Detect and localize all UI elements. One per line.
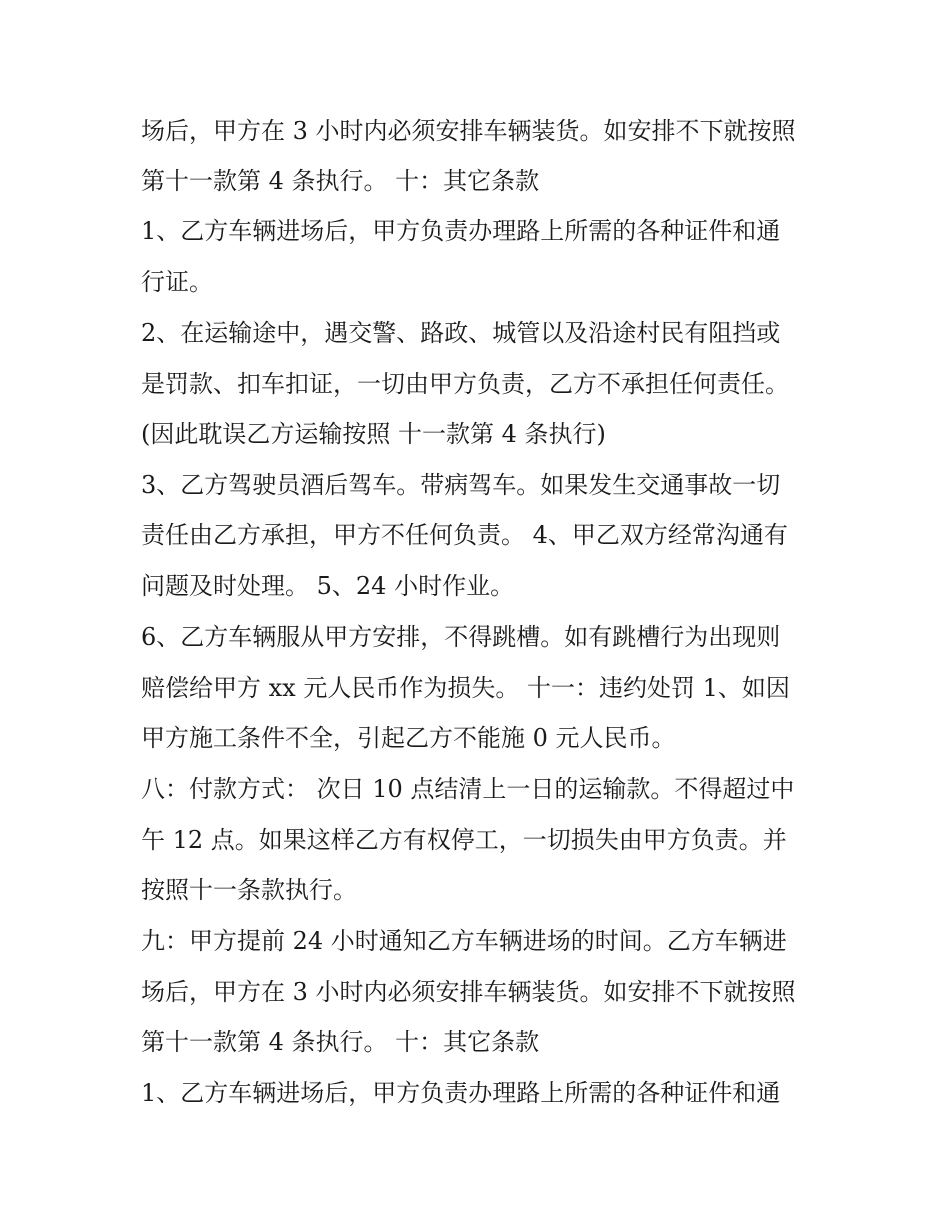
text-line: 甲方施工条件不全，引起乙方不能施 0 元人民币。 bbox=[141, 724, 676, 752]
text-line: 第十一款第 4 条执行。 十：其它条款 bbox=[141, 1028, 540, 1056]
text-line: 第十一款第 4 条执行。 十：其它条款 bbox=[141, 167, 540, 195]
text-line: 行证。 bbox=[141, 268, 213, 296]
text-line: 1、乙方车辆进场后，甲方负责办理路上所需的各种证件和通 bbox=[141, 217, 781, 245]
text-line: 场后，甲方在 3 小时内必须安排车辆装货。如安排不下就按照 bbox=[141, 978, 796, 1006]
text-line: 九：甲方提前 24 小时通知乙方车辆进场的时间。乙方车辆进 bbox=[141, 927, 787, 955]
text-line: 八：付款方式： 次日 10 点结清上一日的运输款。不得超过中 bbox=[141, 775, 795, 803]
text-line: 3、乙方驾驶员酒后驾车。带病驾车。如果发生交通事故一切 bbox=[141, 471, 781, 499]
text-line: 午 12 点。如果这样乙方有权停工，一切损失由甲方负责。并 bbox=[141, 826, 787, 854]
text-line: 场后，甲方在 3 小时内必须安排车辆装货。如安排不下就按照 bbox=[141, 117, 796, 145]
text-line: 是罚款、扣车扣证，一切由甲方负责，乙方不承担任何责任。 bbox=[141, 370, 789, 398]
text-line: 1、乙方车辆进场后，甲方负责办理路上所需的各种证件和通 bbox=[141, 1079, 781, 1107]
text-line: 6、乙方车辆服从甲方安排，不得跳槽。如有跳槽行为出现则 bbox=[141, 623, 781, 651]
text-line: 责任由乙方承担，甲方不任何负责。 4、甲乙双方经常沟通有 bbox=[141, 521, 788, 549]
text-line: 按照十一条款执行。 bbox=[141, 876, 357, 904]
text-line: 问题及时处理。 5、24 小时作业。 bbox=[141, 572, 515, 600]
text-line: 赔偿给甲方 xx 元人民币作为损失。 十一：违约处罚 1、如因 bbox=[141, 674, 790, 702]
text-line: (因此耽误乙方运输按照 十一款第 4 条执行) bbox=[141, 420, 606, 448]
text-line: 2、在运输途中，遇交警、路政、城管以及沿途村民有阻挡或 bbox=[141, 319, 781, 347]
